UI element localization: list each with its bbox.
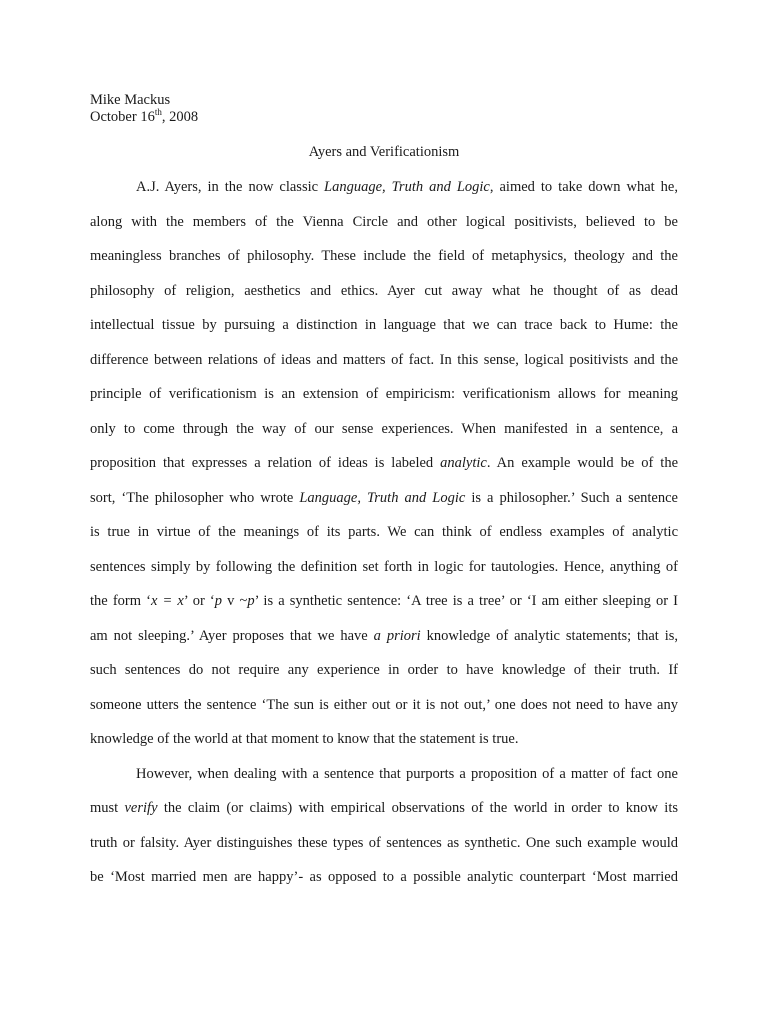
text-segment: sentences simply by following the definition set forth in logic for tautologies. Hence, anything of — [90, 558, 678, 575]
text-segment: difference between relations of ideas and matters of fact. In this sense, logical positivists and the — [90, 351, 678, 368]
text-segment: must — [90, 800, 125, 816]
date-prefix: October 16 — [90, 109, 155, 125]
italic-text: analytic — [440, 455, 487, 471]
text-segment: proposition that expresses a relation of ideas is labeled — [90, 455, 441, 471]
text-segment: knowledge of analytic statements; that is, — [420, 627, 679, 644]
text-segment: meaningless branches of philosophy. These include the field of metaphysics, theology and the — [90, 248, 678, 264]
body-line — [90, 696, 678, 714]
body-line — [90, 247, 678, 265]
italic-text: p — [247, 593, 255, 609]
body-line — [136, 765, 678, 783]
text-segment: However, when dealing with a sentence that purports a proposition of a matter of fact one — [136, 765, 678, 782]
italic-text: Language, Truth and Logic — [324, 179, 490, 195]
text-segment: is a philosopher.’ Such a sentence — [465, 489, 678, 506]
body-line — [90, 523, 678, 541]
body-line — [90, 627, 678, 645]
text-segment: the claim (or claims) with empirical observations of the world in order to know its — [157, 800, 678, 816]
text-segment: , aimed to take down what he, — [489, 179, 678, 195]
body-line — [136, 178, 678, 196]
body-line — [90, 799, 678, 817]
date-ordinal: th — [154, 107, 162, 117]
body-line — [90, 730, 678, 748]
body-line — [90, 420, 678, 438]
document-title: Ayers and Verificationism — [308, 144, 460, 160]
italic-text: verify — [124, 800, 158, 816]
document-date — [90, 108, 198, 126]
text-segment: along with the members of the Vienna Circle and other logical positivists, believed to be — [90, 213, 678, 230]
text-segment: A.J. Ayers, in the now classic — [136, 179, 325, 195]
text-segment: v ~ — [221, 593, 248, 609]
text-segment: knowledge of the world at that moment to know that the statement is true. — [90, 731, 519, 747]
text-segment: am not sleeping.’ Ayer proposes that we have — [90, 627, 374, 644]
italic-text: p — [214, 593, 222, 609]
body-line — [90, 661, 678, 679]
text-segment: ’ or ‘ — [183, 593, 215, 609]
body-line — [90, 282, 678, 300]
body-line — [90, 592, 678, 610]
text-segment: philosophy of religion, aesthetics and ethics. Ayer cut away what he thought of as dead — [90, 282, 678, 299]
text-segment: is true in virtue of the meanings of its parts. We can think of endless examples of analytic — [90, 524, 678, 540]
text-segment: someone utters the sentence ‘The sun is either out or it is not out,’ one does not need to have any — [90, 696, 678, 713]
text-segment: the form ‘ — [90, 593, 151, 609]
text-segment: such sentences do not require any experience in order to have knowledge of their truth. If — [90, 662, 678, 678]
body-line — [90, 351, 678, 369]
italic-text: a priori — [373, 627, 421, 644]
text-segment: sort, ‘The philosopher who wrote — [90, 489, 300, 506]
body-line — [90, 385, 678, 403]
date-suffix: , 2008 — [161, 109, 199, 125]
text-segment: intellectual tissue by pursuing a distinction in language that we can trace back to Hume: the — [90, 317, 678, 333]
italic-text: Language, Truth and Logic — [299, 489, 466, 506]
text-segment: only to come through the way of our sense experiences. When manifested in a sentence, a — [90, 420, 678, 437]
body-line — [90, 558, 678, 576]
author-name: Mike Mackus — [90, 92, 171, 108]
body-line — [90, 316, 678, 334]
body-line — [90, 213, 678, 231]
text-segment: be ‘Most married men are happy’- as opposed to a possible analytic counterpart ‘Most married — [90, 869, 678, 885]
text-segment: truth or falsity. Ayer distinguishes these types of sentences as synthetic. One such example would — [90, 834, 678, 851]
body-line — [90, 868, 678, 886]
body-line — [90, 489, 678, 507]
body-line — [90, 454, 678, 472]
text-segment: ’ is a synthetic sentence: ‘A tree is a tree’ or ‘I am either sleeping or I — [254, 593, 678, 609]
italic-text: x = x — [150, 593, 184, 609]
text-segment: . An example would be of the — [486, 455, 679, 471]
body-line — [90, 834, 678, 852]
text-segment: principle of verificationism is an extension of empiricism: verificationism allows for meaning — [90, 386, 678, 402]
